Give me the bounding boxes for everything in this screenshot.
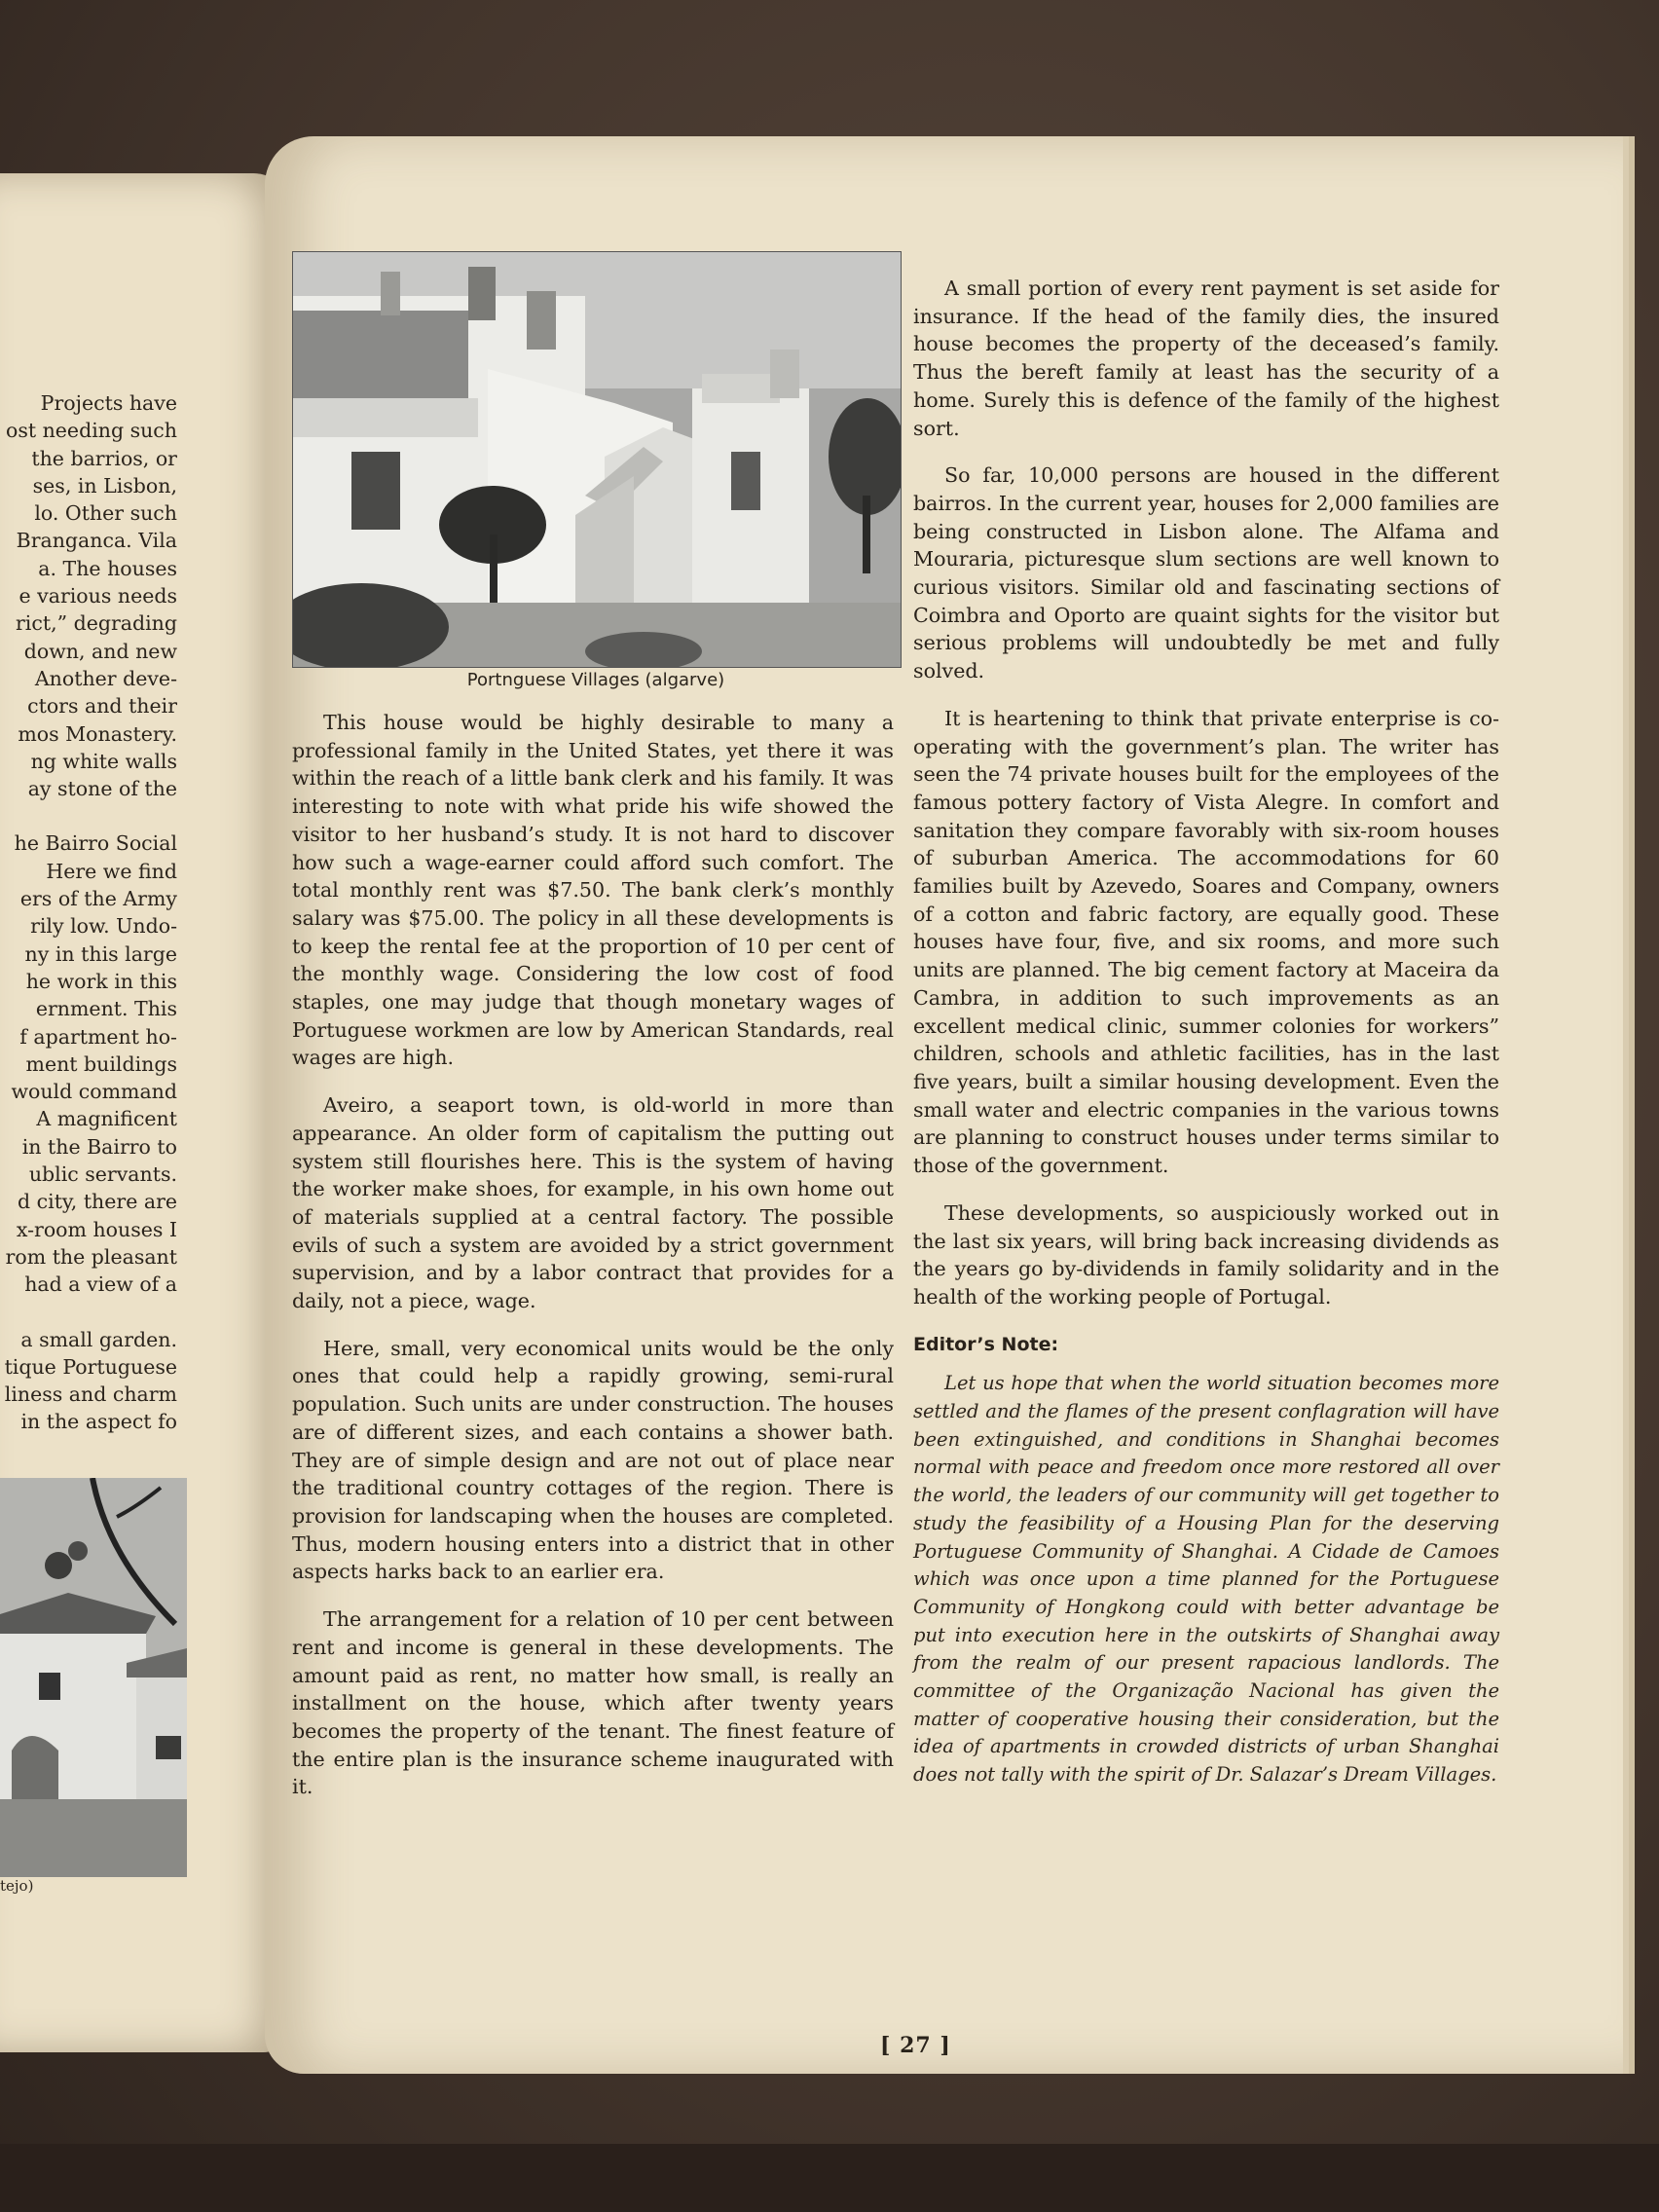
right-page (265, 136, 1623, 2074)
left-page-line: the barrios, or (31, 446, 177, 470)
paragraph: These developments, so auspiciously worked out in the last six years, will bring back increasing dividends as the years go by-dividends in family solidarity and in the health of the working people of Portugal. (913, 1200, 1499, 1309)
left-page-line: ost needing such (5, 419, 177, 443)
left-page-line: ng white walls (30, 749, 177, 773)
paragraph: It is heartening to think that private enterprise is co-operating with the government’s plan. The writer has seen the 74 private houses built for the employees of the famous pottery factory of Vista Alegre. In comfort and sanitation they compare favorably with six-room houses of suburban America. The accommodations for 60 families built by Azevedo, Soares and Company, owners of a cotton and fabric factory, are equally good. These houses have four, five, and six rooms, and more such units are planned. The big cement factory at Maceira da Cambra, in addition to such improvements as an excellent medical clinic, summer colonies for workers” children, schools and athletic facilities, has in the last five years, built a similar housing development. Even the small water and electric companies in the various towns are planning to construct houses under terms similar to those of the government. (913, 706, 1499, 1178)
left-page-line: liness and charm (4, 1382, 177, 1407)
editor-note-heading: Editor’s Note: (913, 1333, 1059, 1355)
left-page-line: he work in this (25, 969, 177, 993)
desk-edge (0, 2144, 1659, 2212)
left-page-line: f apartment ho- (19, 1024, 177, 1049)
left-page-line (0, 802, 177, 830)
left-page-line: in the Bairro to (21, 1134, 177, 1159)
left-page (0, 173, 292, 2052)
photo-caption: Portnguese Villages (algarve) (466, 670, 725, 690)
left-photo-caption: tejo) (0, 1877, 34, 1895)
paragraph: Aveiro, a seaport town, is old-world in more than appearance. An older form of capitalism the putting out system still flourishes here. This is the system of having the worker make shoes, for example, in his own home out of materials supplied at a central factory. The possible evils of such a system are avoided by a strict government supervision, and by a labor contract that provides for a daily, not a piece, wage. (292, 1093, 894, 1313)
left-page-line: Branganca. Vila (16, 529, 177, 553)
left-page-line: he Bairro Social (14, 831, 177, 856)
left-page-line: down, and new (23, 639, 177, 663)
left-column (292, 709, 894, 1821)
left-page-line: Here we find (46, 859, 177, 883)
left-page-line: ublic servants. (28, 1162, 177, 1187)
left-page-text (0, 389, 177, 1436)
right-column (913, 275, 1499, 1809)
editor-note-text: Let us hope that when the world situation becomes more settled and the flames of the present conflagration will have been extinguished, and conditions in Shanghai becomes normal with peace and freedom once more restored all over the world, the leaders of our community will get together to study the feasibility of a Housing Plan for the deserving Portuguese Community of Shanghai. A Cidade de Camoes which was once upon a time planned for the Portuguese Community of Hongkong could with better advantage be put into execution here in the outskirts of Shanghai away from the realm of our present rapacious landlords. The committee of the Organização Nacional has given the matter of cooperative housing their consideration, but the idea of apartments in crowded districts of urban Shanghai does not tally with the spirit of Dr. Salazar’s Dream Villages. (913, 1372, 1499, 1787)
left-page-line: ny in this large (24, 941, 177, 966)
photo-portuguese-villages (292, 251, 902, 668)
left-page-line: Projects have (40, 391, 177, 415)
left-page-line: e various needs (18, 584, 177, 608)
left-page-line: rict,” degrading (16, 611, 177, 636)
left-page-line: had a view of a (24, 1272, 177, 1297)
left-page-line: A magnificent (36, 1107, 177, 1131)
left-page-line: ment buildings (25, 1051, 177, 1076)
paragraph: So far, 10,000 persons are housed in the different bairros. In the current year, houses for 2,000 families are being constructed in Lisbon alone. The Alfama and Mouraria, picturesque slum sections are well known to curious visitors. Similar old and fascinating sections of Coimbra and Oporto are quaint sights for the visitor but serious problems will undoubtedly be met and fully solved. (913, 463, 1499, 683)
left-page-line: mos Monastery. (18, 721, 177, 746)
page-number: [ 27 ] (880, 2033, 951, 2058)
left-page-photo (0, 1478, 187, 1877)
page-content (292, 251, 1499, 2072)
left-page-line: ses, in Lisbon, (32, 473, 177, 498)
left-page-line: tique Portuguese (4, 1354, 177, 1379)
left-page-line: a. The houses (38, 556, 177, 580)
left-page-line: Another deve- (34, 666, 177, 690)
paragraph: A small portion of every rent payment is set aside for insurance. If the head of the family dies, the insured house becomes the property of the deceased’s family. Thus the bereft family at least has the security of a home. Surely this is defence of the family of the highest sort. (913, 276, 1499, 440)
left-page-line: ernment. This (35, 997, 177, 1021)
paragraph: The arrangement for a relation of 10 per cent between rent and income is general in these developments. The amount paid as rent, no matter how small, is really an installment on the house, which after twenty years becomes the property of the tenant. The finest feature of the entire plan is the insurance scheme inaugurated with it. (292, 1607, 894, 1799)
left-page-line (0, 1299, 177, 1326)
paragraph: This house would be highly desirable to many a professional family in the United States, yet there it was within the reach of a little bank clerk and his family. It was interesting to note with what pride his wife showed the visitor to her husband’s study. It is not hard to discover how such a wage-earner could afford such comfort. The total monthly rent was $7.50. The bank clerk’s monthly salary was $75.00. The policy in all these developments is to keep the rental fee at the proportion of 10 per cent of the monthly wage. Considering the low cost of food staples, one may judge that though monetary wages of Portuguese workmen are low by American Standards, real wages are high. (292, 711, 894, 1070)
left-page-line: lo. Other such (34, 501, 177, 526)
left-page-line: would command (11, 1080, 177, 1104)
left-page-line: x-room houses I (16, 1217, 177, 1241)
left-page-line: d city, there are (18, 1190, 177, 1214)
left-page-line: rily low. Undo- (30, 914, 177, 939)
paragraph: Here, small, very economical units would be the only ones that could help a rapidly growing, semi-rural population. Such units are under construction. The houses are of different sizes, and each contains a shower bath. They are of simple design and are not out of place near the traditional country cottages of the region. There is provision for landscaping when the houses are completed. Thus, modern housing enters into a district that in other aspects harks back to an earlier era. (292, 1336, 894, 1584)
left-page-line: ay stone of the (27, 777, 177, 801)
left-page-line: ers of the Army (19, 887, 177, 911)
left-page-line: in the aspect fo (20, 1410, 177, 1434)
left-page-line: ctors and their (27, 694, 177, 719)
left-page-line: rom the pleasant (5, 1244, 177, 1269)
left-page-line: a small garden. (20, 1327, 177, 1351)
